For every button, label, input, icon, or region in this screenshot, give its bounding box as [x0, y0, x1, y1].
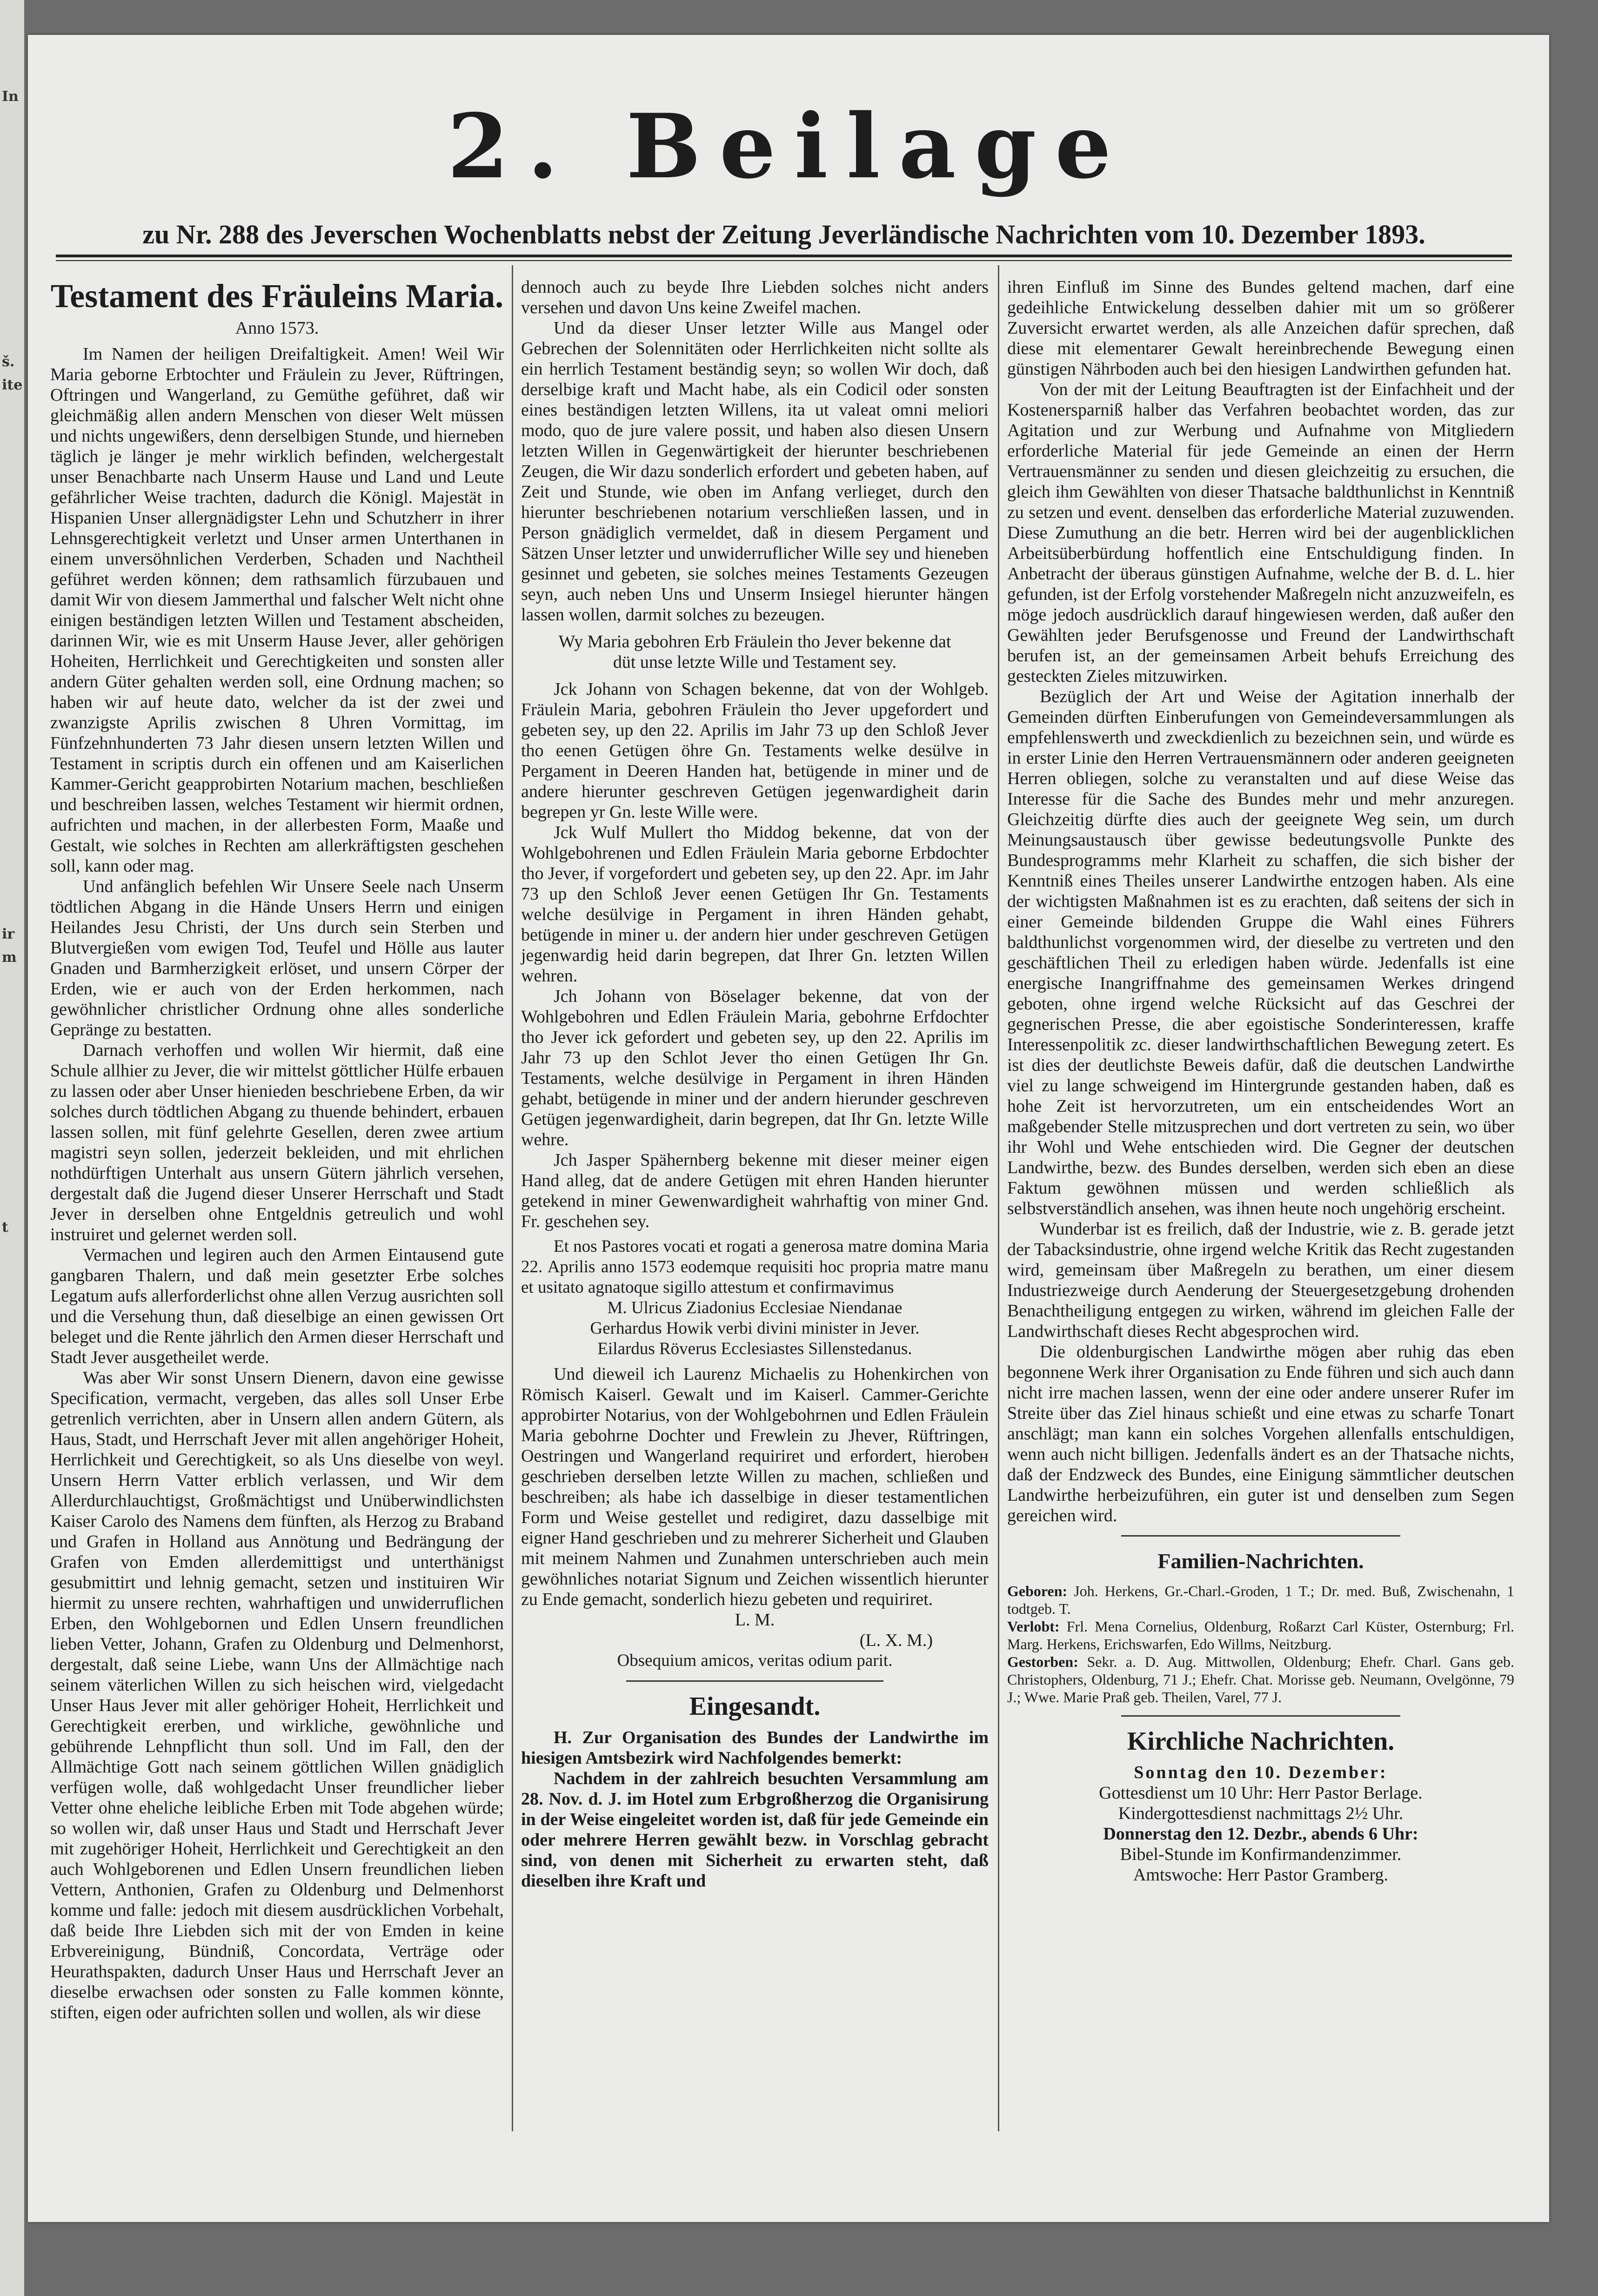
masthead-subtitle: zu Nr. 288 des Jeverschen Wochenblatts nebst der Zeitung Jeverländische Nachrichten vom 10. Dezember 1893.: [142, 219, 1425, 249]
seal-mark: (L. X. M.): [859, 1631, 933, 1650]
paragraph: Im Namen der heiligen Dreifaltigkeit. Amen! Weil Wir Maria geborne Erbtochter und Fräulein zu Jever, Rüftringen, Oftringen und Wangerland, zu Gemüthe geführet, daß wir gleichmäßig allen andern Menschen von dieser Welt müssen und nichts ungewißers, denn derselbigen Stunde, und hierneben täglich je länger je mehr wirklich befinden, welchergestalt unser Benachbarte nach Unserm Hause und Land und Leute gefährlicher Weise trachten, dadurch die Königl. Majestät in Hispanien Unser allergnädigster Lehn und Schutzherr in ihrer Lehnsgerechtigkeit verletzt und Unser armen Unterthanen in einem unversöhnlichen Verderben, Schaden und Nachtheil geführet werden können; dem rathsamlich fürzubauen und damit Wir von diesem Jammerthal und falscher Welt nicht ohne einigen beständigen letzten Willen und Testament abscheiden, darinnen Wir, wie es mit Unserm Hause Jever, aller gehörigen Hoheiten, Herrlichkeit und Gerechtigkeiten und sonsten aller andern Güter gehalten werden soll, eine Ordnung machen; so haben wir auf heute dato, welcher da ist der zwei und zwanzigste Aprilis zwischen 8 Uhren Vormittag, im Fünfzehnhunderten 73 Jahr diesen unsern letzten Willen und Testament in scriptis durch ein offenen und am Kaiserlichen Kammer-Gericht geapprobirten Notarium machen, beschließen und beschreiben lassen, welches Testament wir hiermit ordnen, aufrichten und machen, in der allerbesten Form, Maaße und Gestalt, wie solches in Rechten am allerkräftigsten geschehen soll, kann oder mag.: [50, 344, 504, 876]
article-title: Testament des Fräuleins Maria.: [50, 277, 504, 315]
edge-letter: ir: [2, 926, 15, 942]
family-entry-label: Geboren:: [1007, 1583, 1068, 1599]
family-entry-label: Gestorben:: [1007, 1653, 1078, 1670]
newspaper-page: [28, 35, 1549, 2222]
section-title: Kirchliche Nachrichten.: [1127, 1727, 1395, 1756]
seal-mark: L. M.: [735, 1610, 775, 1630]
masthead-title: 2. Beilage: [447, 94, 1130, 198]
family-entry: [1007, 1618, 1514, 1653]
paragraph: Was aber Wir sonst Unsern Dienern, davon eine gewisse Specification, vermacht, vergeben, das alles soll Unser Erbe getrenlich verrichten, aber in Unsern allen andern Gütern, als Haus, Stadt, und Herrschaft Jever mit allen angehöriger Hoheit, Herrlichkeit und Gerechtigkeit, so als Uns dieselbe von weyl. Unsern Herrn Vatter erblich verlassen, und Wir dem Allerdurchlauchtigst, Großmächtigst und Unüberwindlichsten Kaiser Carolo des Namens dem fünften, als Herzog zu Braband und Grafen in Holland aus Annötung und Bedrängung der Grafen von Emden allerdemittigst und unterthänigst gesubmittirt und lehnig gemacht, setzen und instituiren Wir hiermit zu unsere rechten, wahrhaftigen und unwiderruflichen Erben, den Wohlgebornen und Edlen Unsern freundlichen lieben Vetter, Johann, Grafen zu Oldenburg und Delmenhorst, dergestalt, daß seine Liebe, wann Uns der Allmächtige nach seinem väterlichen Willen zu sich heischen wird, vielgedacht Unser Haus Jever mit aller gehöriger Hoheit, Herrlichkeit und Gerechtigkeit ererben, und wirkliche, gewöhnliche und gebührende Lehnpflicht thun soll. Und im Fall, den der Allmächtige Gott nach seinem göttlichen Willen gnädiglich verfügen wolle, daß wohlgedacht Unser freundlicher lieber Vetter ohne eheliche leibliche Erben mit Tode abgehen würde; so wollen wir, daß unser Haus und Stadt und Herrschaft Jever mit zugehöriger Hoheit, Herrlichkeit und Gerechtigkeit an den auch Wohlgeborenen und Edlen Unsern freundlichen lieben Vettern, Anthonien, Grafen zu Oldenburg und Delmenhorst komme und falle: jedoch mit diesem ausdrücklichen Vorbehalt, daß beide Ihre Liebden sich mit der von Emden in keine Erbvereinigung, Bündniß, Concordata, Verträge oder Heurathspakten, dadurch Unser Haus und Herrschaft Jever an dieselbe erwachsen oder sonsten zu Falle kommen könnte, stiften, eigen oder aufrichten sollen und wollen, als wir diese: [50, 1368, 504, 2022]
article-year: Anno 1573.: [235, 318, 319, 338]
family-entry-text: Frl. Mena Cornelius, Oldenburg, Roßarzt Carl Küster, Osternburg; Frl. Marg. Herkens, Erichswarfen, Edo Willms, Neitzburg.: [1007, 1618, 1515, 1652]
church-line: Gottesdienst um 10 Uhr: Herr Pastor Berlage.: [1099, 1783, 1423, 1803]
edge-letter: t: [2, 1219, 8, 1235]
paragraph: Bezüglich der Art und Weise der Agitation innerhalb der Gemeinden dürften Einberufungen von Gemeindeversammlungen als empfehlenswerth und zweckdienlich zu bezeichnen sein, und würde es in erster Linie den Herren Vertrauensmännern oder anderen geeigneten Herren obliegen, solche zu veranstalten und auf diese Weise das Interesse für die Sache des Bundes mehr und mehr anzuregen. Gleichzeitig dürfte dies auch der geeignete Weg sein, um durch Meinungsaustausch über gewisse bedeutungsvolle Punkte des Bundesprogramms mehr Klarheit zu schaffen, die sich bisher der Kenntniß eines Theiles unserer Landwirthe entzogen haben. Als eine der wichtigsten Maßnahmen ist es zu erachten, daß seitens der sich in einer Gemeinde bildenden Gruppe die Wahl eines Führers baldthunlichst vorgenommen wird, der dieselbe zu vertreten und den geschäftlichen Theil zu erledigen haben würde. Jedenfalls ist eine energische Inangriffnahme des gemeinsamen Werkes dringend geboten, ohne irgend welche Rücksicht auf das Geschrei der gegnerischen Presse, die aber egoistische Sonderinteressen, kraffe Interessenpolitik zc. dieser landwirthschaftlichen Bewegung zetert. Es ist dies der deutlichste Beweis dafür, daß die deutschen Landwirthe viel zu lange schweigend im Hintergrunde gestanden haben, daß es hohe Zeit ist hervorzutreten, um ein entscheidendes Wort an maßgebender Stelle mitzusprechen und dort vertreten zu sein, wo über ihr Wohl und Wehe entschieden wird. Die Gegner der deutschen Landwirthe, bezw. des Bundes derselben, werden sich eben an diese Faktum gewöhnen müssen und werden schließlich als selbstverständlich ansehen, was ihnen heute noch ungehörig erscheint.: [1007, 687, 1514, 1218]
family-entry-label: Verlobt:: [1007, 1618, 1060, 1635]
church-line: Kindergottesdienst nachmittags 2½ Uhr.: [1118, 1804, 1404, 1823]
family-entry: [1007, 1653, 1514, 1706]
paragraph: Von der mit der Leitung Beauftragten ist der Einfachheit und der Kostenersparniß halber das Verfahren beobachtet worden, das zur Agitation und zur Werbung und Aufnahme von Mitgliedern erforderliche Material für jede Gemeinde an einen der Herrn Vertrauensmänner zu senden und diesen gleichzeitig zu ersuchen, die gleich ihm Gewählten von dieser Thatsache baldthunlichst in Kenntniß zu setzen und event. denselben das erforderliche Material zuzuwenden. Diese Zumuthung an die betr. Herren wird bei der augenblicklichen Arbeitsüberbürdung hoffentlich eine Entschuldigung finden. In Anbetracht der überaus günstigen Aufnahme, welche der B. d. L. hier gefunden, ist der Erfolg vorstehender Maßregeln nicht anzuzweifeln, es möge jedoch ausdrücklich darauf hingewiesen werden, daß außer den Gewählten jeder Berufsgenosse und Freund der Landwirthschaft berufen ist, an der gemeinsamen Arbeit behufs Erreichung des gesteckten Zieles mitzuwirken.: [1007, 380, 1514, 686]
paragraph: Vermachen und legiren auch den Armen Eintausend gute gangbaren Thalern, und daß mein gesetzter Erbe solches Legatum aufs allerforderlichst ohne allen Verzug ausrichten soll und die Versehung thun, daß dieselbige an einen gewissen Ort beleget und die Rente jährlich den Armen dieser Herrschaft und Stadt Jever ausgetheilet werde.: [50, 1245, 504, 1367]
column-divider: [512, 265, 513, 2131]
signature: Gerhardus Howik verbi divini minister in Jever.: [590, 1319, 920, 1338]
motto: Obsequium amicos, veritas odium parit.: [617, 1651, 893, 1670]
column-testament: [50, 277, 504, 2023]
witness-statement: Jch Johann von Böselager bekenne, dat von der Wohlgebohren und Edlen Fräulein Maria, gebohrne Erfdochter tho Jever ick gefordert und gebeten sey, up den 22. Aprilis im Jahr 73 up den Schlot Jever tho einen Getügen Ihr Gn. Testaments, welche desülvige in Pergament in ihren Händen gehabt, betügende in miner und der andern hierunder geschreven Getügen jegenwardigheit, darin begrepen, dat Ihr Gn. letzte Wille wehre.: [521, 987, 989, 1149]
paragraph: H. Zur Organisation des Bundes der Landwirthe im hiesigen Amtsbezirk wird Nachfolgendes bemerkt:: [521, 1728, 989, 1768]
column-bund-der-landwirthe: [1007, 277, 1514, 1885]
centered-statement: Wy Maria gebohren Erb Fräulein tho Jever bekenne dat düt unse letzte Wille und Testament sey.: [558, 632, 951, 672]
paragraph: Und da dieser Unser letzter Wille aus Mangel oder Gebrechen der Solennitäten oder Herrlichkeiten nicht sollte als ein herrlich Testament beständig seyn; so wollen Wir doch, daß derselbige kraft und Macht habe, als ein Codicil oder sonsten eines beständigen letzten Willens, ita ut valeat omni meliori modo, quo de jure valere possit, und haben also diesen Unsern letzten Willen in Gegenwärtigkeit der hierunter beschriebenen Zeugen, die Wir dazu sonderlich erfordert und gebeten haben, auf Zeit und Stunde, wie oben im Anfang verlieget, durch den hierunter beschriebenen notarium verschließen lassen, und in Person gnädiglich vermeldet, daß in diesem Pergament und Sätzen Unser letzter und unwiderruflicher Wille sey und hieneben gesinnet und gebeten, sie solches meines Testaments Gezeugen seyn, auch neben Uns und Unserm Insiegel hierunter hängen lassen wollen, darmit solches zu bezeugen.: [521, 318, 989, 624]
latin-attestation: Et nos Pastores vocati et rogati a generosa matre domina Maria 22. Aprilis anno 1573 eodemque requisiti hoc propria matre manu et usitato agnatoque sigillo attestum et confirmavimus: [521, 1237, 989, 1297]
column-testament-continued: [521, 277, 989, 1891]
section-rule: [1121, 1715, 1400, 1717]
family-entry: [1007, 1582, 1514, 1618]
family-entry-text: Joh. Herkens, Gr.-Charl.-Groden, 1 T.; Dr. med. Buß, Zwischenahn, 1 todtgeb. T.: [1007, 1583, 1515, 1617]
section-title: Eingesandt.: [689, 1692, 821, 1721]
paragraph: Darnach verhoffen und wollen Wir hiermit, daß eine Schule allhier zu Jever, die wir mittelst göttlicher Hülfe erbauen zu lassen oder aber Unser hienieden beschriebene Erben, da wir solches durch tödtlichen Abgang zu thuende behindert, erbauen lassen sollen, mit fünf gelehrte Gesellen, deren zwee artium magistri seyn sollen, jederzeit bekleiden, und mit ehrlichen nothdürftigen Unterhalt aus unsern Gütern jährlich versehen, dergestalt daß die Jugend dieser Unserer Herrschaft und Stadt Jever in derselben ohne Entgeldnis getreulich und wohl instruiret und gelernet werden soll.: [50, 1041, 504, 1244]
paragraph: Wunderbar ist es freilich, daß der Industrie, wie z. B. gerade jetzt der Tabacksindustrie, ohne irgend welche Kritik das Recht zugestanden wird, gemeinsam über Maßregeln zu berathen, um einer diesem Industriezweige durch Aenderung der Steuergesetzgebung drohenden Benachtheiligung entgegen zu wirken, während im gleichen Falle der Landwirthschaft dieses Recht abgesprochen wird.: [1007, 1219, 1514, 1341]
paragraph: Nachdem in der zahlreich besuchten Versammlung am 28. Nov. d. J. im Hotel zum Erbgroßherzog die Organisirung in der Weise eingeleitet worden ist, daß für jede Gemeinde ein oder mehrere Herren gewählt bezw. in Vorschlag gebracht sind, von denen mit Sicherheit zu erwarten steht, daß dieselben ihre Kraft und: [521, 1769, 989, 1891]
paragraph: Und anfänglich befehlen Wir Unsere Seele nach Unserm tödtlichen Abgang in die Hände Unsers Herrn und einigen Heilandes Jesu Christi, der Uns durch sein Sterben und Blutvergießen vom ewigen Tod, Teufel und Hölle aus lauter Gnaden und Barmherzigkeit erlöset, und unsern Cörper der Erden, wie er auch von der Erden herkommen, nach gewöhnlicher christlicher Ordnung ohne alles sonderliche Gepränge zu bestatten.: [50, 877, 504, 1040]
signature: Eilardus Röverus Ecclesiastes Sillenstedanus.: [597, 1339, 912, 1358]
section-title: Familien-Nachrichten.: [1157, 1549, 1364, 1573]
edge-letter: š.: [2, 354, 15, 370]
witness-statement: Jck Johann von Schagen bekenne, dat von der Wohlgeb. Fräulein Maria, gebohren Fräulein tho Jever upgefordert und gebeten sey, up den 22. Aprilis im Jahr 73 up den Schloß Jever tho eenen Getügen öhre Gn. Testaments welke desülve in Pergament in Deeren Handen hat, betügende in miner und de andere hierunter geschreven Getügen jegenwardigheit darin begrepen yr Gn. leste Wille were.: [521, 679, 989, 822]
paragraph: dennoch auch zu beyde Ihre Liebden solches nicht anders versehen und davon Uns keine Zweifel machen.: [521, 277, 989, 317]
witness-statement: Jck Wulf Mullert tho Middog bekenne, dat von der Wohlgebohrenen und Edlen Fräulein Maria geborne Erbdochter tho Jever, if vorgefordert und gebeten sey, up den 22. Apr. im Jahr 73 up den Schloß Jever eenen Getügen Ihr Gn. Testaments welche desülvige in Pergament in ihren Händen gehabt, betügende in miner u. der andern hier under geschreven Getügen jegenwardig heid darin begrepen, dat Ihrer Gn. letzten Willen wehren.: [521, 823, 989, 986]
notary-statement: Und dieweil ich Laurenz Michaelis zu Hohenkirchen von Römisch Kaiserl. Gewalt und im Kaiserl. Cammer-Gerichte approbirter Notarius, von der Wohlgebohrnen und Edlen Fräulein Maria gebohrne Dochter und Frewlein zu Jhever, Rüftringen, Oestringen und Wangerland requiriret und erfordert, hierobeн geschrieben derselben letzte Willen zu machen, schließen und beschreiben; als habe ich dasselbige in dieser testamentlichen Form und Weise gestellet und redigiret, dazu dasselbige mit eigner Hand geschrieben und zu mehrerer Sicherheit und Glauben mit meinem Nahmen und Zunahmen unterschrieben auch mein gewöhnliches notariat Signum und Zeichen wissentlich hierunter zu Ende gemacht, sonderlich hiezu gebeten und requiriret.: [521, 1364, 989, 1609]
paragraph: Die oldenburgischen Landwirthe mögen aber ruhig das eben begonnene Werk ihrer Organisation zu Ende führen und sich auch dann nicht irre machen lassen, wenn der eine oder andere unserer Rufer im Streite über das Ziel hinaus schießt und eine etwas zu scharfe Tonart anschlägt; man kann ein solches Vorgehen allenfalls entschuldigen, wenn auch nicht billigen. Jedenfalls ändert es an der Thatsache nichts, daß der Endzweck des Bundes, eine Einigung sämmtlicher deutschen Landwirthe herbeizuführen, ein guter ist und denselben zum Segen gereichen wird.: [1007, 1342, 1514, 1525]
edge-letter: ite: [2, 377, 23, 393]
section-rule: [626, 1680, 883, 1682]
paragraph: ihren Einfluß im Sinne des Bundes geltend machen, darf eine gedeihliche Entwickelung desselben dahier mit um so größerer Zuversicht erwartet werden, als alle Anzeichen dafür sprechen, daß diese mit elementarer Gewalt hereinbrechende Bewegung einen günstigen Nährboden auch bei den hiesigen Landwirthen gefunden hat.: [1007, 277, 1514, 379]
church-line: Sonntag den 10. Dezember:: [1134, 1763, 1388, 1782]
signature: M. Ulricus Ziadonius Ecclesiae Niendanae: [607, 1298, 903, 1317]
church-line: Bibel-Stunde im Konfirmandenzimmer.: [1120, 1845, 1402, 1864]
section-rule: [1121, 1535, 1400, 1537]
adjacent-page-edge: [0, 0, 24, 2296]
family-entry-text: Sekr. a. D. Aug. Mittwollen, Oldenburg; Ehefr. Charl. Gans geb. Christophers, Oldenburg, 71 J.; Ehefr. Chat. Morisse geb. Neumann, Ovelgönne, 79 J.; Wwe. Marie Praß geb. Theilen, Varel, 77 J.: [1007, 1653, 1515, 1705]
masthead-rule-thin: [56, 260, 1512, 261]
church-line: Donnerstag den 12. Dezbr., abends 6 Uhr:: [1103, 1824, 1418, 1844]
edge-letter: m: [2, 949, 17, 966]
masthead-rule: [56, 255, 1512, 257]
church-line: Amtswoche: Herr Pastor Gramberg.: [1133, 1865, 1389, 1885]
edge-letter: In: [2, 88, 19, 105]
witness-statement: Jch Jasper Spähernberg bekenne mit dieser meiner eigen Hand alleg, dat de andere Getügen mit ehren Handen hierunter getekend in miner Gewenwardigheit wahrhaftig von miner Gnd. Fr. geschehen sey.: [521, 1150, 989, 1231]
column-divider: [998, 265, 999, 2131]
